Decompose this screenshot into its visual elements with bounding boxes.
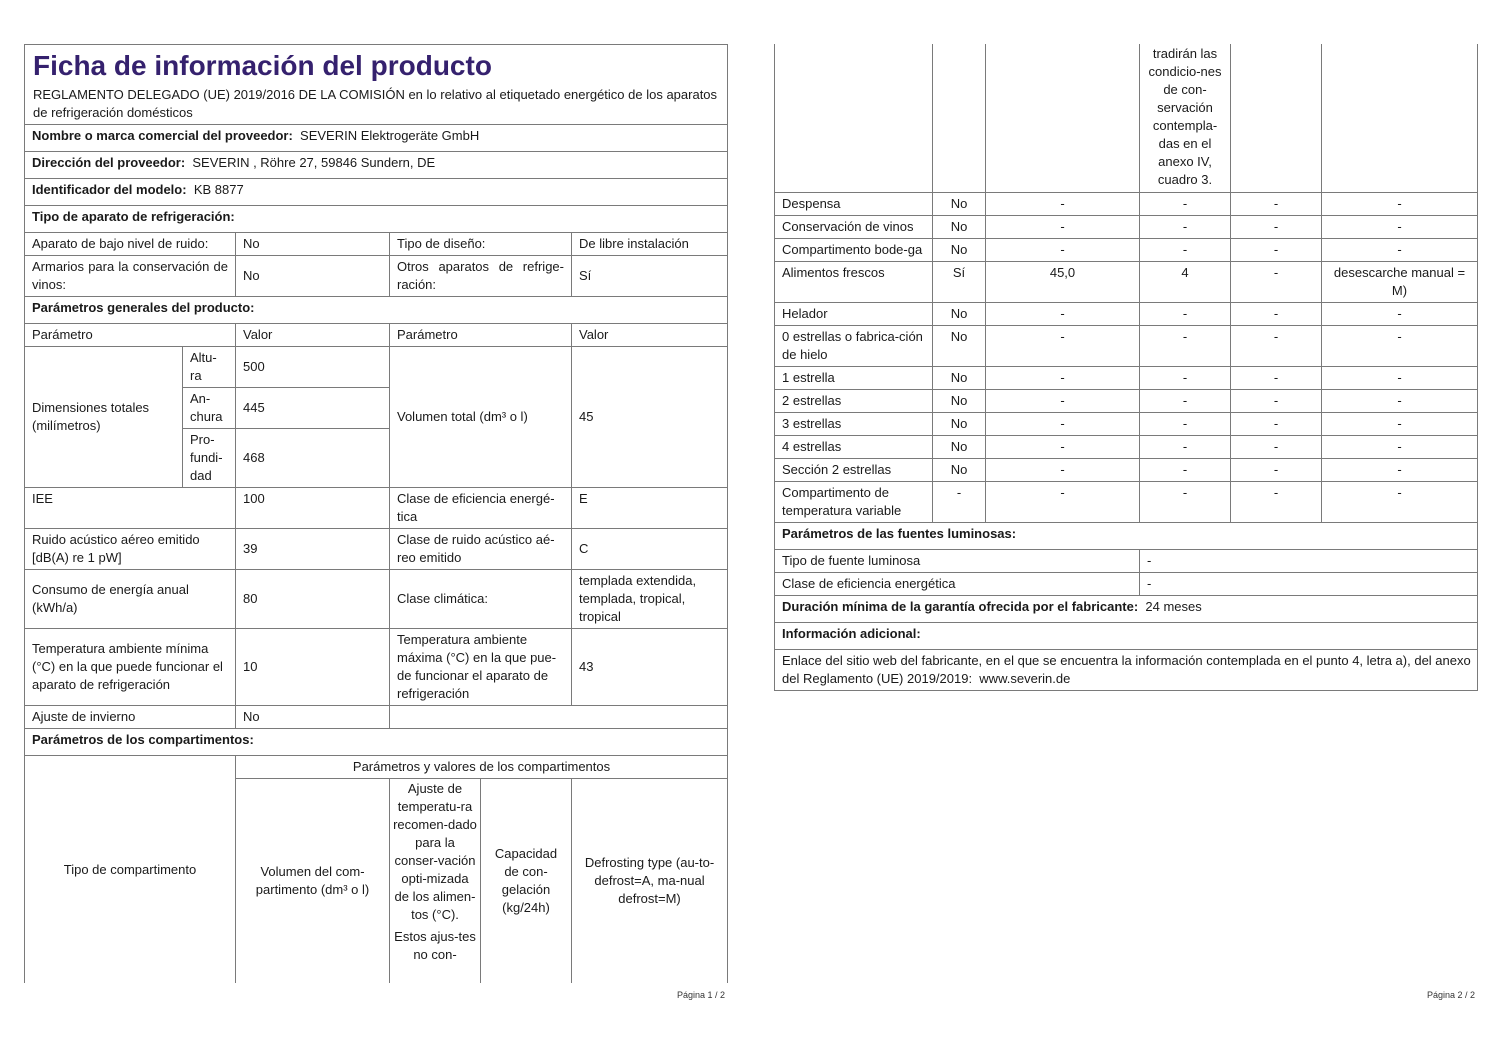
comp-temp-header-cell xyxy=(390,779,481,984)
compartment-name: 1 estrella xyxy=(775,367,933,390)
compartment-row xyxy=(775,367,1478,390)
compartment-present: No xyxy=(933,459,986,482)
winter-value: No xyxy=(236,706,390,729)
compartment-row xyxy=(775,436,1478,459)
compartment-temp: - xyxy=(1140,303,1231,326)
max-temp-value: 43 xyxy=(572,629,728,706)
compartment-present: No xyxy=(933,326,986,367)
compartment-defrost: desescarche manual = M) xyxy=(1322,262,1478,303)
compartment-defrost: - xyxy=(1322,303,1478,326)
compartment-temp: 4 xyxy=(1140,262,1231,303)
website-link[interactable]: www.severin.de xyxy=(979,671,1071,686)
supplier-value: SEVERIN Elektrogeräte GmbH xyxy=(300,128,480,143)
continuation-cell xyxy=(1231,44,1322,193)
other-appliances-label: Otros aparatos de refrige-ración: xyxy=(390,256,572,297)
comp-freeze-header: Capacidad de con-gelación (kg/24h) xyxy=(481,779,572,984)
compartment-present: No xyxy=(933,239,986,262)
eei-label: IEE xyxy=(25,488,236,529)
comp-temp-note-start: Estos ajus-tes no con- xyxy=(394,929,476,962)
compartment-name: Compartimento de temperatura variable xyxy=(775,482,933,523)
compartment-name: Alimentos frescos xyxy=(775,262,933,303)
volume-label: Volumen total (dm³ o l) xyxy=(390,347,572,488)
compartment-freeze: - xyxy=(1231,459,1322,482)
compartment-freeze: - xyxy=(1231,216,1322,239)
compartment-temp: - xyxy=(1140,216,1231,239)
compartment-temp: - xyxy=(1140,413,1231,436)
compartment-freeze: - xyxy=(1231,367,1322,390)
compartment-freeze: - xyxy=(1231,193,1322,216)
noise-class-value: C xyxy=(572,529,728,570)
compartment-defrost: - xyxy=(1322,413,1478,436)
light-class-value: - xyxy=(1140,573,1478,596)
compartment-defrost: - xyxy=(1322,193,1478,216)
compartment-present: No xyxy=(933,367,986,390)
compartment-freeze: - xyxy=(1231,482,1322,523)
compartments-header-table xyxy=(24,755,728,983)
compartment-temp: - xyxy=(1140,367,1231,390)
compartment-row xyxy=(775,262,1478,303)
low-noise-label: Aparato de bajo nivel de ruido: xyxy=(25,233,236,256)
warranty-value: 24 meses xyxy=(1145,599,1202,614)
continuation-cell xyxy=(933,44,986,193)
col-value-2: Valor xyxy=(572,324,728,347)
type-heading: Tipo de aparato de refrigeración: xyxy=(25,206,728,233)
compartment-volume: - xyxy=(986,390,1140,413)
min-temp-label: Temperatura ambiente mínima (°C) en la que puede funcionar el aparato de refrigeración xyxy=(25,629,236,706)
compartment-present: - xyxy=(933,482,986,523)
compartment-freeze: - xyxy=(1231,326,1322,367)
compartment-row xyxy=(775,193,1478,216)
compartment-present: No xyxy=(933,193,986,216)
compartment-row xyxy=(775,459,1478,482)
compartment-defrost: - xyxy=(1322,326,1478,367)
page-title: Ficha de información del producto xyxy=(33,50,492,81)
col-param-1: Parámetro xyxy=(25,324,236,347)
page-2 xyxy=(774,44,1477,691)
compartment-present: No xyxy=(933,216,986,239)
comp-temp-header: Ajuste de temperatu-ra recomen-dado para la conser-vación opti-mizada de los alimen-tos (°C). xyxy=(393,781,477,922)
compartment-row xyxy=(775,239,1478,262)
continuation-cell xyxy=(1322,44,1478,193)
compartment-name: 2 estrellas xyxy=(775,390,933,413)
comp-defrost-header: Defrosting type (au-to-defrost=A, ma-nual defrost=M) xyxy=(572,779,728,984)
design-label: Tipo de diseño: xyxy=(390,233,572,256)
noise-class-label: Clase de ruido acústico aé-reo emitido xyxy=(390,529,572,570)
compartment-temp: - xyxy=(1140,193,1231,216)
compartment-present: No xyxy=(933,390,986,413)
compartment-present: Sí xyxy=(933,262,986,303)
general-params-heading: Parámetros generales del producto: xyxy=(25,297,728,324)
dimensions-label: Dimensiones totales (milímetros) xyxy=(25,347,183,488)
max-temp-label: Temperatura ambiente máxima (°C) en la que pue-de funcionar el aparato de refrigeración xyxy=(390,629,572,706)
compartment-defrost: - xyxy=(1322,239,1478,262)
low-noise-value: No xyxy=(236,233,390,256)
compartment-row xyxy=(775,413,1478,436)
wine-cabinet-label: Armarios para la conservación de vinos: xyxy=(25,256,236,297)
compartment-volume: - xyxy=(986,303,1140,326)
compartment-name: 3 estrellas xyxy=(775,413,933,436)
compartment-defrost: - xyxy=(1322,390,1478,413)
compartment-name: Compartimento bode-ga xyxy=(775,239,933,262)
light-source-table xyxy=(774,522,1478,691)
depth-value: 468 xyxy=(236,429,390,488)
compartment-row xyxy=(775,326,1478,367)
col-value-1: Valor xyxy=(236,324,390,347)
winter-label: Ajuste de invierno xyxy=(25,706,236,729)
supplier-label: Nombre o marca comercial del proveedor: xyxy=(32,128,293,143)
energy-value: 80 xyxy=(236,570,390,629)
compartment-volume: - xyxy=(986,482,1140,523)
light-type-value: - xyxy=(1140,550,1478,573)
compartment-defrost: - xyxy=(1322,436,1478,459)
additional-heading: Información adicional: xyxy=(775,623,1478,650)
continuation-cell xyxy=(986,44,1140,193)
empty-cell xyxy=(390,706,728,729)
min-temp-value: 10 xyxy=(236,629,390,706)
compartment-name: 4 estrellas xyxy=(775,436,933,459)
page-1 xyxy=(24,44,727,983)
model-value: KB 8877 xyxy=(193,182,244,197)
compartment-row xyxy=(775,303,1478,326)
climate-value: templada extendida, templada, tropical, tropical xyxy=(572,570,728,629)
compartment-temp: - xyxy=(1140,436,1231,459)
compartment-freeze: - xyxy=(1231,413,1322,436)
noise-label: Ruido acústico aéreo emitido [dB(A) re 1 pW] xyxy=(25,529,236,570)
design-value: De libre instalación xyxy=(572,233,728,256)
compartment-temp: - xyxy=(1140,326,1231,367)
model-label: Identificador del modelo: xyxy=(32,182,187,197)
compartment-freeze: - xyxy=(1231,262,1322,303)
compartment-name: 0 estrellas o fabrica-ción de hielo xyxy=(775,326,933,367)
compartment-volume: - xyxy=(986,367,1140,390)
climate-label: Clase climática: xyxy=(390,570,572,629)
width-value: 445 xyxy=(236,388,390,429)
compartment-volume: - xyxy=(986,216,1140,239)
width-label: An-chura xyxy=(183,388,236,429)
volume-value: 45 xyxy=(572,347,728,488)
height-value: 500 xyxy=(236,347,390,388)
compartment-defrost: - xyxy=(1322,216,1478,239)
compartment-defrost: - xyxy=(1322,367,1478,390)
compartment-name: Sección 2 estrellas xyxy=(775,459,933,482)
compartment-freeze: - xyxy=(1231,390,1322,413)
warranty-label: Duración mínima de la garantía ofrecida por el fabricante: xyxy=(782,599,1139,614)
compartment-name: Despensa xyxy=(775,193,933,216)
comp-type-header: Tipo de compartimento xyxy=(25,756,236,984)
compartment-temp: - xyxy=(1140,390,1231,413)
compartment-temp: - xyxy=(1140,459,1231,482)
compartment-name: Helador xyxy=(775,303,933,326)
noise-value: 39 xyxy=(236,529,390,570)
comp-volume-header: Volumen del com-partimento (dm³ o l) xyxy=(236,779,390,984)
wine-cabinet-value: No xyxy=(236,256,390,297)
compartment-defrost: - xyxy=(1322,459,1478,482)
temp-note-end: tradirán las condicio-nes de con-servación contempla-das en el anexo IV, cuadro 3. xyxy=(1140,44,1231,193)
address-value: SEVERIN , Röhre 27, 59846 Sundern, DE xyxy=(192,155,436,170)
depth-label: Pro-fundi-dad xyxy=(183,429,236,488)
address-label: Dirección del proveedor: xyxy=(32,155,186,170)
compartment-temp: - xyxy=(1140,239,1231,262)
compartment-freeze: - xyxy=(1231,303,1322,326)
compartment-name: Conservación de vinos xyxy=(775,216,933,239)
compartment-temp: - xyxy=(1140,482,1231,523)
compartment-volume: - xyxy=(986,193,1140,216)
compartment-freeze: - xyxy=(1231,436,1322,459)
efficiency-class-label: Clase de eficiencia energé-tica xyxy=(390,488,572,529)
compartment-volume: - xyxy=(986,413,1140,436)
compartment-defrost: - xyxy=(1322,482,1478,523)
comp-params-header: Parámetros y valores de los compartimentos xyxy=(236,756,728,779)
compartment-volume: - xyxy=(986,459,1140,482)
regulation-text: REGLAMENTO DELEGADO (UE) 2019/2016 DE LA COMISIÓN en lo relativo al etiquetado energético de los aparatos de refrigeración domésticos xyxy=(33,87,718,120)
continuation-cell xyxy=(775,44,933,193)
col-param-2: Parámetro xyxy=(390,324,572,347)
compartments-table xyxy=(774,44,1478,523)
eei-value: 100 xyxy=(236,488,390,529)
compartment-present: No xyxy=(933,436,986,459)
product-info-table xyxy=(24,44,728,756)
compartment-row xyxy=(775,482,1478,523)
compartment-present: No xyxy=(933,303,986,326)
light-class-label: Clase de eficiencia energética xyxy=(775,573,1140,596)
compartment-row xyxy=(775,390,1478,413)
light-heading: Parámetros de las fuentes luminosas: xyxy=(775,523,1478,550)
light-type-label: Tipo de fuente luminosa xyxy=(775,550,1140,573)
efficiency-class-value: E xyxy=(572,488,728,529)
compartment-volume: - xyxy=(986,239,1140,262)
website-text: Enlace del sitio web del fabricante, en el que se encuentra la información contemplada en el punto 4, letra a), del anexo del Reglamento (UE) 2019/2019: xyxy=(782,653,1471,686)
compartment-volume: - xyxy=(986,326,1140,367)
page-1-footer: Página 1 / 2 xyxy=(677,990,726,1000)
compartment-volume: - xyxy=(986,436,1140,459)
compartment-present: No xyxy=(933,413,986,436)
compartment-row xyxy=(775,216,1478,239)
compartment-volume: 45,0 xyxy=(986,262,1140,303)
other-appliances-value: Sí xyxy=(572,256,728,297)
page-2-footer: Página 2 / 2 xyxy=(1427,990,1476,1000)
energy-label: Consumo de energía anual (kWh/a) xyxy=(25,570,236,629)
compartments-heading: Parámetros de los compartimentos: xyxy=(25,729,728,756)
compartment-freeze: - xyxy=(1231,239,1322,262)
height-label: Altu-ra xyxy=(183,347,236,388)
